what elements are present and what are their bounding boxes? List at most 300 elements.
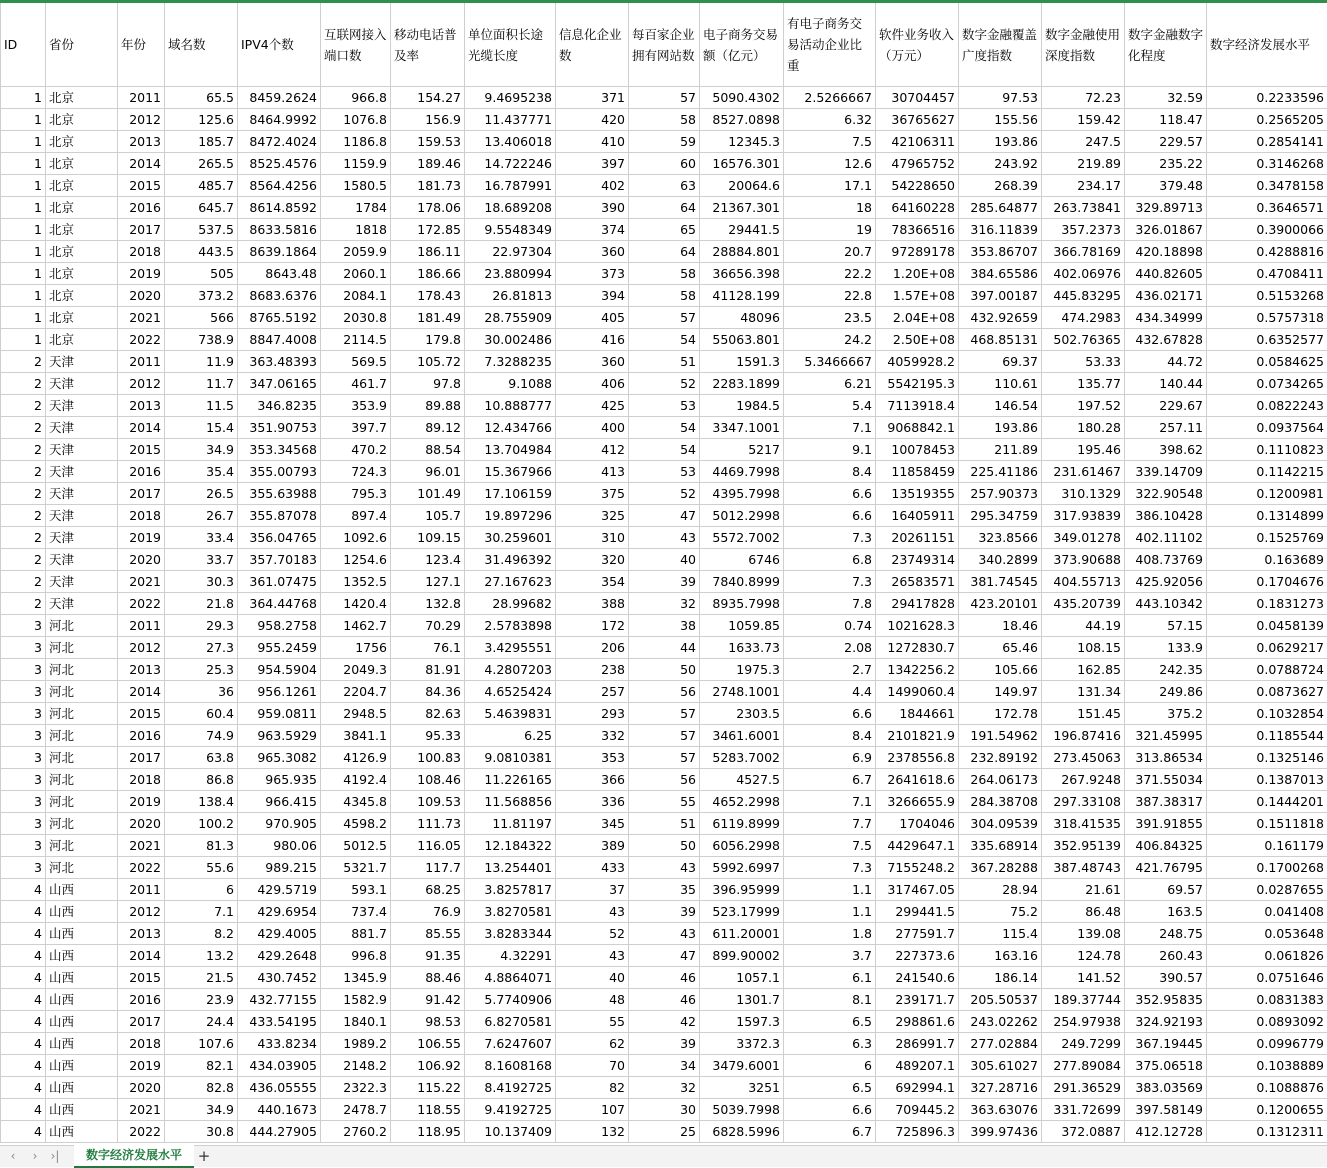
table-cell[interactable]: 3 — [1, 835, 46, 857]
table-cell[interactable]: 433.54195 — [238, 1011, 321, 1033]
table-cell[interactable]: 1159.9 — [321, 153, 391, 175]
table-cell[interactable]: 381.74545 — [959, 571, 1042, 593]
table-cell[interactable]: 山西 — [46, 923, 118, 945]
table-cell[interactable]: 4126.9 — [321, 747, 391, 769]
table-cell[interactable]: 332 — [556, 725, 629, 747]
table-cell[interactable]: 127.1 — [391, 571, 465, 593]
table-cell[interactable]: 412 — [556, 439, 629, 461]
table-cell[interactable]: 55.6 — [165, 857, 238, 879]
table-cell[interactable]: 54 — [629, 439, 700, 461]
table-cell[interactable]: 4 — [1, 1011, 46, 1033]
table-cell[interactable]: 195.46 — [1042, 439, 1125, 461]
table-cell[interactable]: 2014 — [118, 945, 165, 967]
table-cell[interactable]: 645.7 — [165, 197, 238, 219]
table-cell[interactable]: 0.0822243 — [1207, 395, 1327, 417]
table-cell[interactable]: 1756 — [321, 637, 391, 659]
table-cell[interactable]: 4527.5 — [700, 769, 784, 791]
table-cell[interactable]: 4 — [1, 1077, 46, 1099]
table-cell[interactable]: 3 — [1, 747, 46, 769]
table-cell[interactable]: 375.06518 — [1125, 1055, 1207, 1077]
table-cell[interactable]: 70 — [556, 1055, 629, 1077]
table-cell[interactable]: 118.47 — [1125, 109, 1207, 131]
table-cell[interactable]: 2 — [1, 505, 46, 527]
table-cell[interactable]: 51 — [629, 351, 700, 373]
table-cell[interactable]: 3372.3 — [700, 1033, 784, 1055]
table-cell[interactable]: 65.5 — [165, 87, 238, 109]
table-cell[interactable]: 1021628.3 — [876, 615, 959, 637]
table-cell[interactable]: 21.5 — [165, 967, 238, 989]
table-cell[interactable]: 2018 — [118, 769, 165, 791]
table-cell[interactable]: 0.0831383 — [1207, 989, 1327, 1011]
table-cell[interactable]: 109.15 — [391, 527, 465, 549]
table-cell[interactable]: 355.63988 — [238, 483, 321, 505]
table-cell[interactable]: 7.1 — [165, 901, 238, 923]
table-cell[interactable]: 48096 — [700, 307, 784, 329]
table-cell[interactable]: 3461.6001 — [700, 725, 784, 747]
table-cell[interactable]: 2283.1899 — [700, 373, 784, 395]
table-cell[interactable]: 天津 — [46, 483, 118, 505]
table-cell[interactable]: 46 — [629, 967, 700, 989]
table-cell[interactable]: 2101821.9 — [876, 725, 959, 747]
table-cell[interactable]: 322.90548 — [1125, 483, 1207, 505]
table-cell[interactable]: 277591.7 — [876, 923, 959, 945]
table-cell[interactable]: 248.75 — [1125, 923, 1207, 945]
table-cell[interactable]: 434.34999 — [1125, 307, 1207, 329]
table-cell[interactable]: 317467.05 — [876, 879, 959, 901]
table-cell[interactable]: 1 — [1, 175, 46, 197]
table-cell[interactable]: 53 — [629, 461, 700, 483]
table-cell[interactable]: 489207.1 — [876, 1055, 959, 1077]
table-cell[interactable]: 41128.199 — [700, 285, 784, 307]
table-cell[interactable]: 28.755909 — [465, 307, 556, 329]
table-cell[interactable]: 692994.1 — [876, 1077, 959, 1099]
table-cell[interactable]: 151.45 — [1042, 703, 1125, 725]
table-cell[interactable]: 2.5783898 — [465, 615, 556, 637]
table-cell[interactable]: 2011 — [118, 87, 165, 109]
table-cell[interactable]: 88.54 — [391, 439, 465, 461]
table-cell[interactable]: 天津 — [46, 549, 118, 571]
table-cell[interactable]: 28.94 — [959, 879, 1042, 901]
table-cell[interactable]: 5.4639831 — [465, 703, 556, 725]
table-cell[interactable]: 5321.7 — [321, 857, 391, 879]
table-cell[interactable]: 339.14709 — [1125, 461, 1207, 483]
table-cell[interactable]: 329.89713 — [1125, 197, 1207, 219]
table-cell[interactable]: 966.415 — [238, 791, 321, 813]
table-cell[interactable]: 2020 — [118, 285, 165, 307]
table-cell[interactable]: 0.2854141 — [1207, 131, 1327, 153]
table-cell[interactable]: 429.2648 — [238, 945, 321, 967]
column-header[interactable]: 域名数 — [165, 2, 238, 87]
table-cell[interactable]: 397.58149 — [1125, 1099, 1207, 1121]
table-cell[interactable]: 410 — [556, 131, 629, 153]
table-cell[interactable]: 4 — [1, 967, 46, 989]
table-cell[interactable]: 8639.1864 — [238, 241, 321, 263]
table-cell[interactable]: 7.1 — [784, 417, 876, 439]
table-cell[interactable]: 5012.2998 — [700, 505, 784, 527]
table-cell[interactable]: 2021 — [118, 835, 165, 857]
table-cell[interactable]: 205.50537 — [959, 989, 1042, 1011]
table-cell[interactable]: 1840.1 — [321, 1011, 391, 1033]
table-cell[interactable]: 43 — [629, 923, 700, 945]
table-cell[interactable]: 28.99682 — [465, 593, 556, 615]
table-cell[interactable]: 19.897296 — [465, 505, 556, 527]
table-cell[interactable]: 2760.2 — [321, 1121, 391, 1143]
table-cell[interactable]: 2012 — [118, 637, 165, 659]
table-cell[interactable]: 243.02262 — [959, 1011, 1042, 1033]
table-cell[interactable]: 76.1 — [391, 637, 465, 659]
table-cell[interactable]: 山西 — [46, 1011, 118, 1033]
table-cell[interactable]: 8935.7998 — [700, 593, 784, 615]
table-cell[interactable]: 388 — [556, 593, 629, 615]
table-cell[interactable]: 1499060.4 — [876, 681, 959, 703]
table-cell[interactable]: 4059928.2 — [876, 351, 959, 373]
table-cell[interactable]: 56 — [629, 681, 700, 703]
table-cell[interactable]: 502.76365 — [1042, 329, 1125, 351]
table-cell[interactable]: 2022 — [118, 857, 165, 879]
table-cell[interactable]: 397 — [556, 153, 629, 175]
table-cell[interactable]: 22.2 — [784, 263, 876, 285]
table-cell[interactable]: 63 — [629, 175, 700, 197]
table-cell[interactable]: 44.19 — [1042, 615, 1125, 637]
table-cell[interactable]: 13.406018 — [465, 131, 556, 153]
table-cell[interactable]: 0.0458139 — [1207, 615, 1327, 637]
table-cell[interactable]: 4192.4 — [321, 769, 391, 791]
table-cell[interactable]: 6.3 — [784, 1033, 876, 1055]
table-cell[interactable]: 297.33108 — [1042, 791, 1125, 813]
table-cell[interactable]: 231.61467 — [1042, 461, 1125, 483]
table-cell[interactable]: 0.1185544 — [1207, 725, 1327, 747]
table-cell[interactable]: 3 — [1, 615, 46, 637]
table-cell[interactable]: 2018 — [118, 1033, 165, 1055]
table-cell[interactable]: 7.3 — [784, 527, 876, 549]
table-cell[interactable]: 55 — [629, 791, 700, 813]
table-cell[interactable]: 100.83 — [391, 747, 465, 769]
table-cell[interactable]: 355.00793 — [238, 461, 321, 483]
table-cell[interactable]: 89.88 — [391, 395, 465, 417]
table-cell[interactable]: 81.91 — [391, 659, 465, 681]
table-cell[interactable]: 2948.5 — [321, 703, 391, 725]
table-cell[interactable]: 0.4288816 — [1207, 241, 1327, 263]
table-cell[interactable]: 1420.4 — [321, 593, 391, 615]
table-cell[interactable]: 57.15 — [1125, 615, 1207, 637]
table-cell[interactable]: 1 — [1, 109, 46, 131]
table-cell[interactable]: 1.1 — [784, 901, 876, 923]
table-cell[interactable]: 109.53 — [391, 791, 465, 813]
table-cell[interactable]: 5992.6997 — [700, 857, 784, 879]
table-cell[interactable]: 2019 — [118, 791, 165, 813]
table-cell[interactable]: 0.0751646 — [1207, 967, 1327, 989]
table-cell[interactable]: 18 — [784, 197, 876, 219]
table-cell[interactable]: 72.23 — [1042, 87, 1125, 109]
table-cell[interactable]: 3 — [1, 857, 46, 879]
table-cell[interactable]: 2021 — [118, 571, 165, 593]
table-cell[interactable]: 9.1088 — [465, 373, 556, 395]
table-cell[interactable]: 23749314 — [876, 549, 959, 571]
table-cell[interactable]: 140.44 — [1125, 373, 1207, 395]
table-cell[interactable]: 64 — [629, 197, 700, 219]
table-cell[interactable]: 2.50E+08 — [876, 329, 959, 351]
column-header[interactable]: IPV4个数 — [238, 2, 321, 87]
table-cell[interactable]: 2014 — [118, 417, 165, 439]
add-sheet-button[interactable]: + — [196, 1147, 212, 1165]
table-cell[interactable]: 360 — [556, 241, 629, 263]
table-cell[interactable]: 125.6 — [165, 109, 238, 131]
table-cell[interactable]: 316.11839 — [959, 219, 1042, 241]
table-cell[interactable]: 11.5 — [165, 395, 238, 417]
table-cell[interactable]: 4469.7998 — [700, 461, 784, 483]
table-cell[interactable]: 0.0996779 — [1207, 1033, 1327, 1055]
table-cell[interactable]: 738.9 — [165, 329, 238, 351]
table-cell[interactable]: 254.97938 — [1042, 1011, 1125, 1033]
table-cell[interactable]: 13.704984 — [465, 439, 556, 461]
column-header[interactable]: ID — [1, 2, 46, 87]
table-cell[interactable]: 375.2 — [1125, 703, 1207, 725]
table-cell[interactable]: 108.46 — [391, 769, 465, 791]
table-cell[interactable]: 26.81813 — [465, 285, 556, 307]
table-cell[interactable]: 山西 — [46, 1055, 118, 1077]
table-cell[interactable]: 2322.3 — [321, 1077, 391, 1099]
table-cell[interactable]: 52 — [629, 373, 700, 395]
table-cell[interactable]: 6.7 — [784, 769, 876, 791]
table-cell[interactable]: 107 — [556, 1099, 629, 1121]
table-cell[interactable]: 0.0788724 — [1207, 659, 1327, 681]
table-cell[interactable]: 443.10342 — [1125, 593, 1207, 615]
table-cell[interactable]: 391.91855 — [1125, 813, 1207, 835]
table-cell[interactable]: 206 — [556, 637, 629, 659]
table-cell[interactable]: 2 — [1, 417, 46, 439]
table-cell[interactable]: 65.46 — [959, 637, 1042, 659]
table-cell[interactable]: 5012.5 — [321, 835, 391, 857]
table-cell[interactable]: 1975.3 — [700, 659, 784, 681]
table-cell[interactable]: 9068842.1 — [876, 417, 959, 439]
table-cell[interactable]: 5572.7002 — [700, 527, 784, 549]
table-cell[interactable]: 326.01867 — [1125, 219, 1207, 241]
table-cell[interactable]: 5090.4302 — [700, 87, 784, 109]
table-cell[interactable]: 46 — [629, 989, 700, 1011]
table-cell[interactable]: 4 — [1, 1099, 46, 1121]
table-cell[interactable]: 12.6 — [784, 153, 876, 175]
table-cell[interactable]: 132 — [556, 1121, 629, 1143]
table-cell[interactable]: 0.161179 — [1207, 835, 1327, 857]
table-cell[interactable]: 425 — [556, 395, 629, 417]
table-cell[interactable]: 286991.7 — [876, 1033, 959, 1055]
table-cell[interactable]: 26.5 — [165, 483, 238, 505]
table-cell[interactable]: 1 — [1, 197, 46, 219]
table-cell[interactable]: 29417828 — [876, 593, 959, 615]
table-cell[interactable]: 15.367966 — [465, 461, 556, 483]
table-cell[interactable]: 3.8257817 — [465, 879, 556, 901]
table-cell[interactable]: 0.1314899 — [1207, 505, 1327, 527]
table-cell[interactable]: 95.33 — [391, 725, 465, 747]
table-cell[interactable]: 436.05555 — [238, 1077, 321, 1099]
table-cell[interactable]: 44 — [629, 637, 700, 659]
table-cell[interactable]: 133.9 — [1125, 637, 1207, 659]
table-cell[interactable]: 20.7 — [784, 241, 876, 263]
table-cell[interactable]: 32.59 — [1125, 87, 1207, 109]
table-cell[interactable]: 34 — [629, 1055, 700, 1077]
table-cell[interactable]: 北京 — [46, 131, 118, 153]
table-cell[interactable]: 58 — [629, 285, 700, 307]
table-cell[interactable]: 54 — [629, 417, 700, 439]
table-cell[interactable]: 1989.2 — [321, 1033, 391, 1055]
table-cell[interactable]: 1186.8 — [321, 131, 391, 153]
table-cell[interactable]: 1591.3 — [700, 351, 784, 373]
table-cell[interactable]: 2641618.6 — [876, 769, 959, 791]
table-cell[interactable]: 6.5 — [784, 1077, 876, 1099]
table-cell[interactable]: 82.63 — [391, 703, 465, 725]
table-cell[interactable]: 11.81197 — [465, 813, 556, 835]
table-cell[interactable]: 山西 — [46, 901, 118, 923]
table-cell[interactable]: 146.54 — [959, 395, 1042, 417]
table-cell[interactable]: 225.41186 — [959, 461, 1042, 483]
column-header[interactable]: 单位面积长途光缆长度 — [465, 2, 556, 87]
table-cell[interactable]: 2204.7 — [321, 681, 391, 703]
table-cell[interactable]: 25 — [629, 1121, 700, 1143]
table-cell[interactable]: 980.06 — [238, 835, 321, 857]
table-cell[interactable]: 310.1329 — [1042, 483, 1125, 505]
table-cell[interactable]: 219.89 — [1042, 153, 1125, 175]
table-cell[interactable]: 北京 — [46, 197, 118, 219]
table-cell[interactable]: 310 — [556, 527, 629, 549]
table-cell[interactable]: 709445.2 — [876, 1099, 959, 1121]
table-cell[interactable]: 172 — [556, 615, 629, 637]
table-cell[interactable]: 28884.801 — [700, 241, 784, 263]
table-cell[interactable]: 河北 — [46, 615, 118, 637]
table-cell[interactable]: 8683.6376 — [238, 285, 321, 307]
table-cell[interactable]: 2.5266667 — [784, 87, 876, 109]
table-cell[interactable]: 425.92056 — [1125, 571, 1207, 593]
column-header[interactable]: 省份 — [46, 2, 118, 87]
table-cell[interactable]: 267.9248 — [1042, 769, 1125, 791]
table-cell[interactable]: 996.8 — [321, 945, 391, 967]
table-cell[interactable]: 4 — [1, 901, 46, 923]
table-cell[interactable]: 372.0887 — [1042, 1121, 1125, 1143]
table-cell[interactable]: 6.6 — [784, 505, 876, 527]
scroll-right-icon[interactable]: › — [28, 1148, 42, 1164]
table-cell[interactable]: 2 — [1, 527, 46, 549]
table-cell[interactable]: 313.86534 — [1125, 747, 1207, 769]
table-cell[interactable]: 178.06 — [391, 197, 465, 219]
table-cell[interactable]: 北京 — [46, 307, 118, 329]
table-cell[interactable]: 0.0584625 — [1207, 351, 1327, 373]
table-cell[interactable]: 354 — [556, 571, 629, 593]
table-cell[interactable]: 65 — [629, 219, 700, 241]
table-cell[interactable]: 2016 — [118, 461, 165, 483]
table-cell[interactable]: 97289178 — [876, 241, 959, 263]
table-cell[interactable]: 958.2758 — [238, 615, 321, 637]
table-cell[interactable]: 2017 — [118, 747, 165, 769]
table-cell[interactable]: 13519355 — [876, 483, 959, 505]
table-cell[interactable]: 0.5757318 — [1207, 307, 1327, 329]
table-cell[interactable]: 47 — [629, 945, 700, 967]
table-cell[interactable]: 197.52 — [1042, 395, 1125, 417]
table-cell[interactable]: 0.6352577 — [1207, 329, 1327, 351]
table-cell[interactable]: 山西 — [46, 1033, 118, 1055]
scroll-last-icon[interactable]: ›| — [48, 1148, 62, 1164]
table-cell[interactable]: 7155248.2 — [876, 857, 959, 879]
table-cell[interactable]: 966.8 — [321, 87, 391, 109]
table-cell[interactable]: 118.95 — [391, 1121, 465, 1143]
table-cell[interactable]: 6.1 — [784, 967, 876, 989]
table-cell[interactable]: 360 — [556, 351, 629, 373]
table-cell[interactable]: 959.0811 — [238, 703, 321, 725]
table-cell[interactable]: 7.8 — [784, 593, 876, 615]
table-cell[interactable]: 82.1 — [165, 1055, 238, 1077]
table-cell[interactable]: 361.07475 — [238, 571, 321, 593]
table-cell[interactable]: 2.08 — [784, 637, 876, 659]
table-cell[interactable]: 955.2459 — [238, 637, 321, 659]
table-cell[interactable]: 795.3 — [321, 483, 391, 505]
table-cell[interactable]: 186.66 — [391, 263, 465, 285]
table-cell[interactable]: 0.3478158 — [1207, 175, 1327, 197]
table-cell[interactable]: 北京 — [46, 241, 118, 263]
table-cell[interactable]: 6 — [784, 1055, 876, 1077]
table-cell[interactable]: 324.92193 — [1125, 1011, 1207, 1033]
table-cell[interactable]: 724.3 — [321, 461, 391, 483]
table-cell[interactable]: 3.4295551 — [465, 637, 556, 659]
table-cell[interactable]: 397.00187 — [959, 285, 1042, 307]
table-cell[interactable]: 河北 — [46, 791, 118, 813]
table-cell[interactable]: 4429647.1 — [876, 835, 959, 857]
table-cell[interactable]: 398.62 — [1125, 439, 1207, 461]
table-cell[interactable]: 4 — [1, 989, 46, 1011]
column-header[interactable]: 互联网接入端口数 — [321, 2, 391, 87]
table-cell[interactable]: 天津 — [46, 351, 118, 373]
table-cell[interactable]: 277.89084 — [1042, 1055, 1125, 1077]
table-cell[interactable]: 293 — [556, 703, 629, 725]
column-header[interactable]: 电子商务交易额（亿元） — [700, 2, 784, 87]
table-cell[interactable]: 336 — [556, 791, 629, 813]
table-cell[interactable]: 432.67828 — [1125, 329, 1207, 351]
table-cell[interactable]: 1 — [1, 241, 46, 263]
table-cell[interactable]: 273.45063 — [1042, 747, 1125, 769]
table-cell[interactable]: 2020 — [118, 549, 165, 571]
table-cell[interactable]: 43 — [556, 945, 629, 967]
table-cell[interactable]: 1092.6 — [321, 527, 391, 549]
table-cell[interactable]: 81.3 — [165, 835, 238, 857]
table-cell[interactable]: 2015 — [118, 967, 165, 989]
table-cell[interactable]: 8.4192725 — [465, 1077, 556, 1099]
table-cell[interactable]: 569.5 — [321, 351, 391, 373]
table-cell[interactable]: 8633.5816 — [238, 219, 321, 241]
table-cell[interactable]: 2021 — [118, 307, 165, 329]
table-cell[interactable]: 26.7 — [165, 505, 238, 527]
table-cell[interactable]: 69.37 — [959, 351, 1042, 373]
table-cell[interactable]: 299441.5 — [876, 901, 959, 923]
table-cell[interactable]: 323.8566 — [959, 527, 1042, 549]
table-cell[interactable]: 4.2807203 — [465, 659, 556, 681]
table-cell[interactable]: 1301.7 — [700, 989, 784, 1011]
table-cell[interactable]: 6.6 — [784, 703, 876, 725]
table-cell[interactable]: 25.3 — [165, 659, 238, 681]
table-cell[interactable]: 0.1325146 — [1207, 747, 1327, 769]
table-cell[interactable]: 7.3 — [784, 571, 876, 593]
table-cell[interactable]: 3479.6001 — [700, 1055, 784, 1077]
table-cell[interactable]: 36765627 — [876, 109, 959, 131]
table-cell[interactable]: 23.9 — [165, 989, 238, 1011]
table-cell[interactable]: 47 — [629, 505, 700, 527]
table-cell[interactable]: 河北 — [46, 813, 118, 835]
table-cell[interactable]: 1.8 — [784, 923, 876, 945]
table-cell[interactable]: 434.03905 — [238, 1055, 321, 1077]
column-header[interactable]: 数字金融数字化程度 — [1125, 2, 1207, 87]
table-cell[interactable]: 88.46 — [391, 967, 465, 989]
table-cell[interactable]: 2013 — [118, 395, 165, 417]
table-cell[interactable]: 91.35 — [391, 945, 465, 967]
table-cell[interactable]: 16.787991 — [465, 175, 556, 197]
table-cell[interactable]: 河北 — [46, 703, 118, 725]
table-cell[interactable]: 357.70183 — [238, 549, 321, 571]
